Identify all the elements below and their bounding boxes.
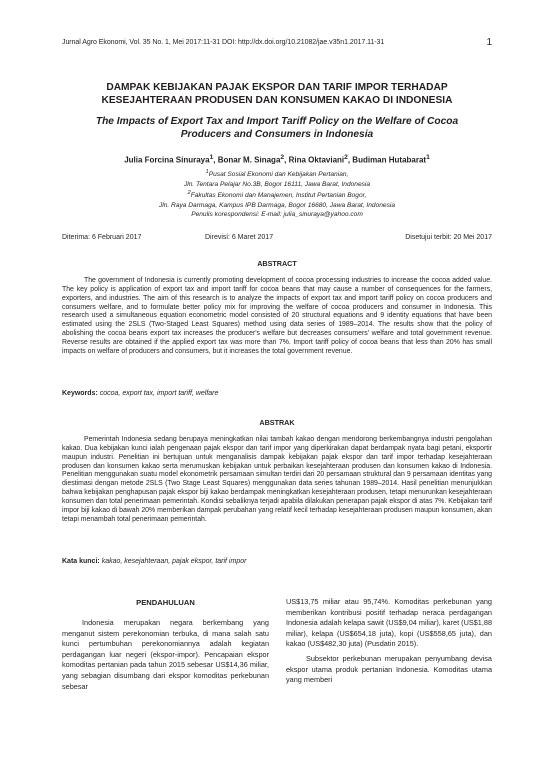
abstract-heading: ABSTRACT [257,259,297,268]
kata-kunci [62,558,492,565]
body-column-right [286,597,492,686]
abstrak-heading: ABSTRAK [259,418,295,427]
date-revised: Direvisi: 6 Maret 2017 [205,234,274,241]
body-column-left [62,618,269,692]
title-english-line1: The Impacts of Export Tax and Import Tariff Policy on the Welfare of Cocoa [95,116,459,127]
running-header [62,39,492,51]
affiliation-line [62,189,492,201]
submission-dates [62,234,492,244]
date-received: Diterima: 6 Februari 2017 [62,234,142,241]
affiliation-text: Jln. Tentara Pelajar No.3B, Bogor 16111, Jawa Barat, Indonesia [183,180,371,188]
affiliations [62,168,492,220]
keywords-text: cocoa, export tax, import tariff, welfare [99,390,219,397]
email-text: Penulis korespondensi: E-mail: julia_sinuraya@yahoo.com [191,211,363,219]
author-name: Julia Forcina Sinuraya [124,155,210,165]
page-number: 1 [486,37,492,48]
abstract-text: The government of Indonesia is currently promoting development of cocoa processing industries to increase the cocoa added value. The key policy is application of export tax and import tariff for cocoa beans that may cause a number of consequences for the farmers, exporters, and industries. The aim of this research is to analyze the impacts of export tax and import tariff policy on cocoa producers and consumers welfare, and to formulate better policy mix for improving the welfare of cocoa producers and consumer in Indonesia. This research used a simultaneous equation econometric model consisted of 20 structural equations and 9 identity equations that have been estimated using the 2SLS (Two-Staged Least Squares) method using data series of 1989–2014. The results show that the policy of abolishing the cocoa beans export tax increases the producer's welfare but decreases consumers' welfare and total government revenue. Reverse results are obtained if the applied export tax was more than 7%. Import tariff policy of cocoa beans that less than 20% has small impacts on welfare of producers and consumers, but it increases the total government revenue. [62,277,492,355]
author-affiliation-mark: 2 [280,154,285,161]
title-indonesian [62,81,492,107]
body-paragraph: Indonesia merupakan negara berkembang yang menganut sistem perekonomian terbuka, di mana salah satu kunci pertumbuhan perekonomiannya adalah kegiatan perdagangan luar negeri (ekspor-impor). Pencapaian ekspor komoditas pertanian pada tahun 2015 sebesar US$14,36 miliar, yang sebagian disumbang dari ekspor komoditas perkebunan sebesar [62,618,269,691]
title-english [62,115,492,141]
corresponding-author-email [62,210,492,220]
affiliation-mark: 1 [205,169,209,175]
affiliation-line [62,168,492,180]
body-paragraph: Subsektor perkebunan merupakan penyumbang devisa ekspor utama produk pertanian Indonesia. Komoditas utama yang memberi [286,653,492,685]
kata-kunci-label: Kata kunci: [62,558,100,565]
affiliation-line [62,201,492,211]
author-list: Julia Forcina Sinuraya$^1$, Bonar M. Sinaga$^2$, Rina Oktaviani$^2$, Budiman Hutabarat$^1$ [124,154,430,165]
section-heading-pendahuluan: PENDAHULUAN [136,598,195,607]
abstrak-text: Pemerintah Indonesia sedang berupaya meningkatkan nilai tambah kakao dengan mendorong berkembangnya industri pengolahan kakao. Dua kebijakan kunci ialah pengenaan pajak ekspor dan tarif impor yang diperkirakan dapat berdampak nyata bagi petani, eksportir maupun industri. Penelitian ini bertujuan untuk menganalisis dampak kebijakan pajak ekspor dan tarif impor terhadap kesejahteraan produsen dan konsumen kakao serta merumuskan kebijakan untuk perbaikan kesejahteraan produsen dan konsumen kakao di Indonesia. Penelitian menggunakan suatu model ekonometrik persamaan simultan terdiri dari 20 persamaan struktural dan 9 persamaan identitas yang diestimasi dengan metode 2SLS (Two Stage Least Squares) menggunakan data series tahunan 1989–2014. Hasil penelitian menunjukkan bahwa kebijakan penghapusan pajak ekspor biji kakao berdampak meningkatkan kesejahteraan produsen, tetapi menurunkan kesejahteraan konsumen dan total penerimaan pemerintah. Kondisi sebaliknya terjadi apabila dilakukan penerapan pajak ekspor di atas 7%. Kebijakan tarif impor biji kakao di bawah 20% memberikan dampak perubahan yang relatif kecil terhadap kesejahteraan produsen maupun konsumen, akan tetapi menambah total penerimaan pemerintah. [62,436,492,523]
author-name: Budiman Hutabarat [352,155,427,165]
affiliation-mark: 2 [187,190,191,197]
keywords [62,390,492,397]
journal-citation: Jurnal Agro Ekonomi, Vol. 35 No. 1, Mei 2017:11-31 DOI: http://dx.doi.org/10.21082/jae.v35n1.2017.11-31 [62,39,385,46]
keywords-label: Keywords: [62,390,98,397]
author-affiliation-mark: 1 [426,154,430,161]
author-name: Rina Oktaviani [288,155,345,165]
body-paragraph: US$13,75 miliar atau 95,74%. Komoditas perkebunan yang memberikan kontribusi positif terhadap neraca perdagangan Indonesia adalah kelapa sawit (US$9,04 miliar), karet (US$1,88 miliar), kelapa (US$654,18 juta), kopi (US$558,65 juta), dan kakao (US$482,30 juta) (Pusdatin 2015). [286,597,492,649]
author-name: Bonar M. Sinaga [217,155,281,165]
kata-kunci-text: kakao, kesejahteraan, pajak ekspor, tarif impor [101,558,247,565]
affiliation-text: Jln. Raya Darmaga, Kampus IPB Darmaga, Bogor 16680, Jawa Barat, Indonesia [158,201,396,209]
author-affiliation-mark: 2 [344,154,348,161]
author-affiliation-mark: 1 [209,154,214,161]
title-english-line2: Producers and Consumers in Indonesia [180,129,374,140]
date-accepted: Disetujui terbit: 20 Mei 2017 [405,234,492,241]
title-indonesian-line2: KESEJAHTERAAN PRODUSEN DAN KONSUMEN KAKAO DI INDONESIA [101,95,453,106]
affiliation-line [62,180,492,190]
affiliation-text: Pusat Sosial Ekonomi dan Kebijakan Pertanian, [208,171,349,179]
affiliation-text: Fakultas Ekonomi dan Manajemen, Institut Pertanian Bogor, [190,192,367,200]
title-indonesian-line1: DAMPAK KEBIJAKAN PAJAK EKSPOR DAN TARIF IMPOR TERHADAP [106,82,448,93]
